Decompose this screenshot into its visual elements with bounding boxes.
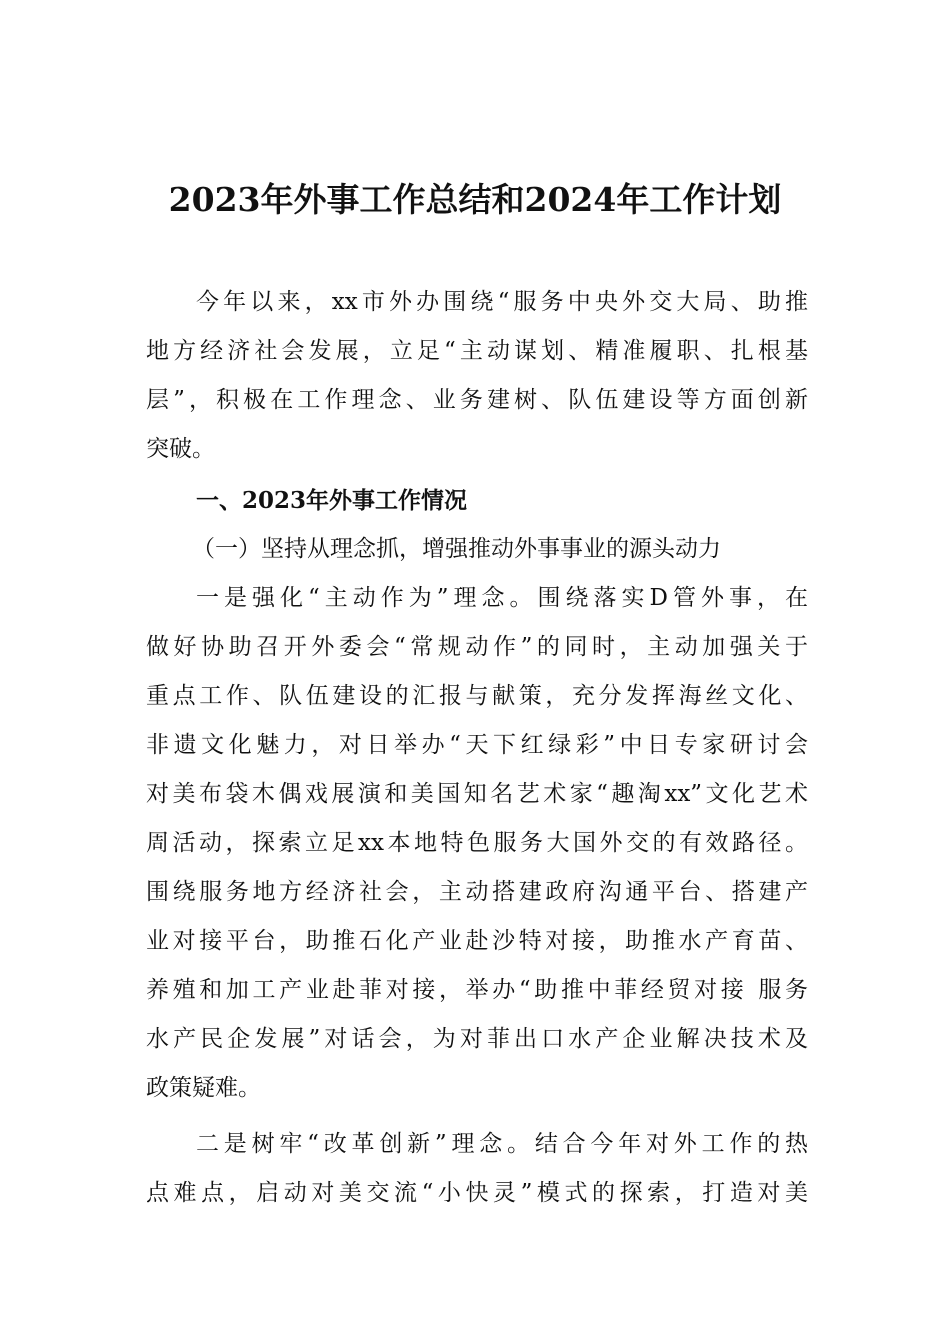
- text-line: 围绕服务地方经济社会，主动搭建政府沟通平台、搭建产: [146, 879, 808, 905]
- text-line: 周活动，探索立足xx本地特色服务大国外交的有效路径。: [146, 830, 808, 856]
- text-line: 点难点，启动对美交流“小快灵”模式的探索，打造对美: [146, 1180, 808, 1206]
- intro-paragraph: [146, 278, 808, 474]
- paragraph-reform-innovation: [146, 1120, 808, 1218]
- text-line: 重点工作、队伍建设的汇报与献策，充分发挥海丝文化、: [146, 683, 808, 709]
- text-line: 地方经济社会发展，立足“主动谋划、精准履职、扎根基: [146, 338, 808, 364]
- text-line: 非遗文化魅力，对日举办“天下红绿彩”中日专家研讨会: [146, 732, 808, 758]
- text-line: 对美布袋木偶戏展演和美国知名艺术家“趣淘xx”文化艺术: [146, 781, 808, 807]
- paragraph-strengthen-initiative: [146, 574, 808, 1113]
- text-line: 政策疑难。: [146, 1075, 261, 1101]
- text-line: 一是强化“主动作为”理念。围绕落实D管外事，在: [196, 585, 808, 611]
- text-line: 水产民企发展”对话会，为对菲出口水产企业解决技术及: [146, 1026, 808, 1052]
- text-line: 层”，积极在工作理念、业务建树、队伍建设等方面创新: [146, 387, 808, 413]
- text-line: 做好协助召开外委会“常规动作”的同时，主动加强关于: [146, 634, 808, 660]
- text-line: 业对接平台，助推石化产业赴沙特对接，助推水产育苗、: [146, 928, 808, 954]
- text-line: 养殖和加工产业赴菲对接，举办“助推中菲经贸对接 服务: [146, 977, 808, 1003]
- text-line: 突破。: [146, 436, 215, 462]
- document-title: 2023年外事工作总结和2024年工作计划: [168, 180, 782, 219]
- text-line: 今年以来，xx市外办围绕“服务中央外交大局、助推: [196, 289, 808, 315]
- subsection-heading: （一）坚持从理念抓，增强推动外事事业的源头动力: [192, 536, 721, 562]
- section-heading: 一、2023年外事工作情况: [196, 487, 468, 514]
- text-line: 二是树牢“改革创新”理念。结合今年对外工作的热: [196, 1131, 808, 1157]
